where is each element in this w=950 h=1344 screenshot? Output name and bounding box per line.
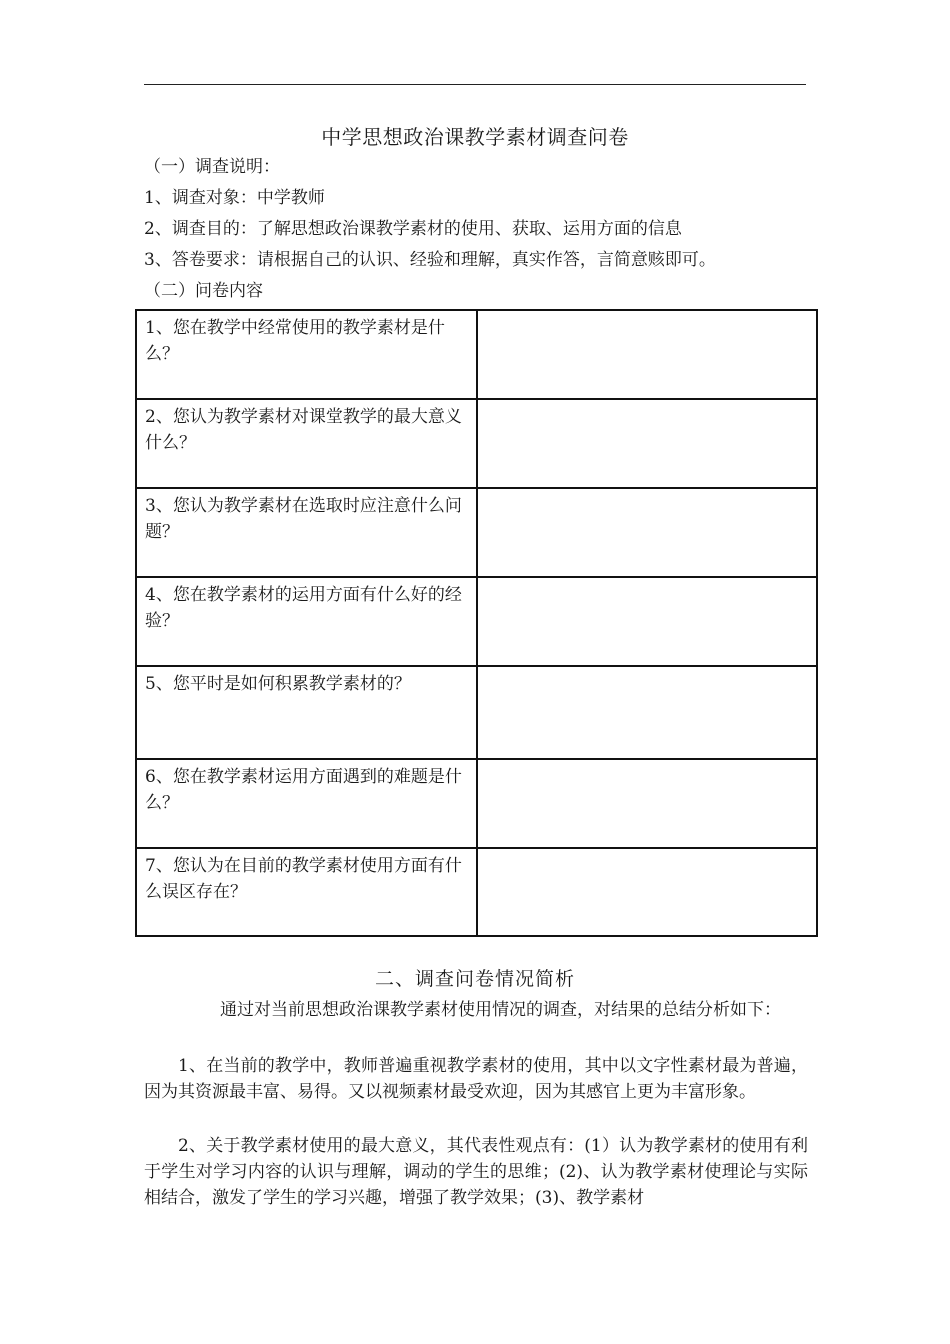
- intro-item-3: 3、答卷要求：请根据自己的认识、经验和理解，真实作答，言简意赅即可。: [144, 250, 716, 270]
- question-cell: 6、您在教学素材运用方面遇到的难题是什么？: [136, 759, 477, 848]
- answer-cell[interactable]: [477, 666, 817, 759]
- question-row: [136, 666, 817, 759]
- answer-cell[interactable]: [477, 310, 817, 399]
- question-cell: 3、您认为教学素材在选取时应注意什么问题？: [136, 488, 477, 577]
- question-cell: 7、您认为在目前的教学素材使用方面有什么误区存在？: [136, 848, 477, 936]
- document-title: 中学思想政治课教学素材调查问卷: [321, 125, 629, 149]
- question-row: [136, 310, 817, 399]
- question-cell: 2、您认为教学素材对课堂教学的最大意义什么？: [136, 399, 477, 488]
- answer-cell[interactable]: [477, 848, 817, 936]
- question-cell: 4、您在教学素材的运用方面有什么好的经验？: [136, 577, 477, 666]
- header-rule: [144, 84, 806, 85]
- question-row: [136, 577, 817, 666]
- intro-heading: （一）调查说明：: [144, 157, 280, 177]
- question-cell: 1、您在教学中经常使用的教学素材是什么？: [136, 310, 477, 399]
- answer-cell[interactable]: [477, 488, 817, 577]
- analysis-paragraph: 2、关于教学素材使用的最大意义，其代表性观点有：(1）认为教学素材的使用有利于学生对学习内容的认识与理解，调动的学生的思维；(2)、认为教学素材使理论与实际相结合，激发了学生的学习兴趣，增强了教学效果；(3)、教学素材: [144, 1136, 808, 1208]
- answer-cell[interactable]: [477, 399, 817, 488]
- content-heading: （二）问卷内容: [144, 281, 263, 301]
- questionnaire-table: [135, 309, 818, 937]
- question-row: [136, 488, 817, 577]
- question-cell: 5、您平时是如何积累教学素材的？: [136, 666, 477, 759]
- analysis-paragraph: 1、在当前的教学中，教师普遍重视教学素材的使用，其中以文字性素材最为普遍，因为其资源最丰富、易得。又以视频素材最受欢迎，因为其感官上更为丰富形象。: [144, 1056, 808, 1102]
- analysis-paragraph: 通过对当前思想政治课教学素材使用情况的调查，对结果的总结分析如下：: [220, 1000, 781, 1020]
- question-row: [136, 399, 817, 488]
- question-row: [136, 848, 817, 936]
- answer-cell[interactable]: [477, 759, 817, 848]
- answer-cell[interactable]: [477, 577, 817, 666]
- intro-item-2: 2、调查目的：了解思想政治课教学素材的使用、获取、运用方面的信息: [144, 219, 682, 239]
- intro-item-1: 1、调查对象：中学教师: [144, 188, 325, 208]
- section-2-title: 二、调查问卷情况简析: [374, 968, 575, 990]
- question-row: [136, 759, 817, 848]
